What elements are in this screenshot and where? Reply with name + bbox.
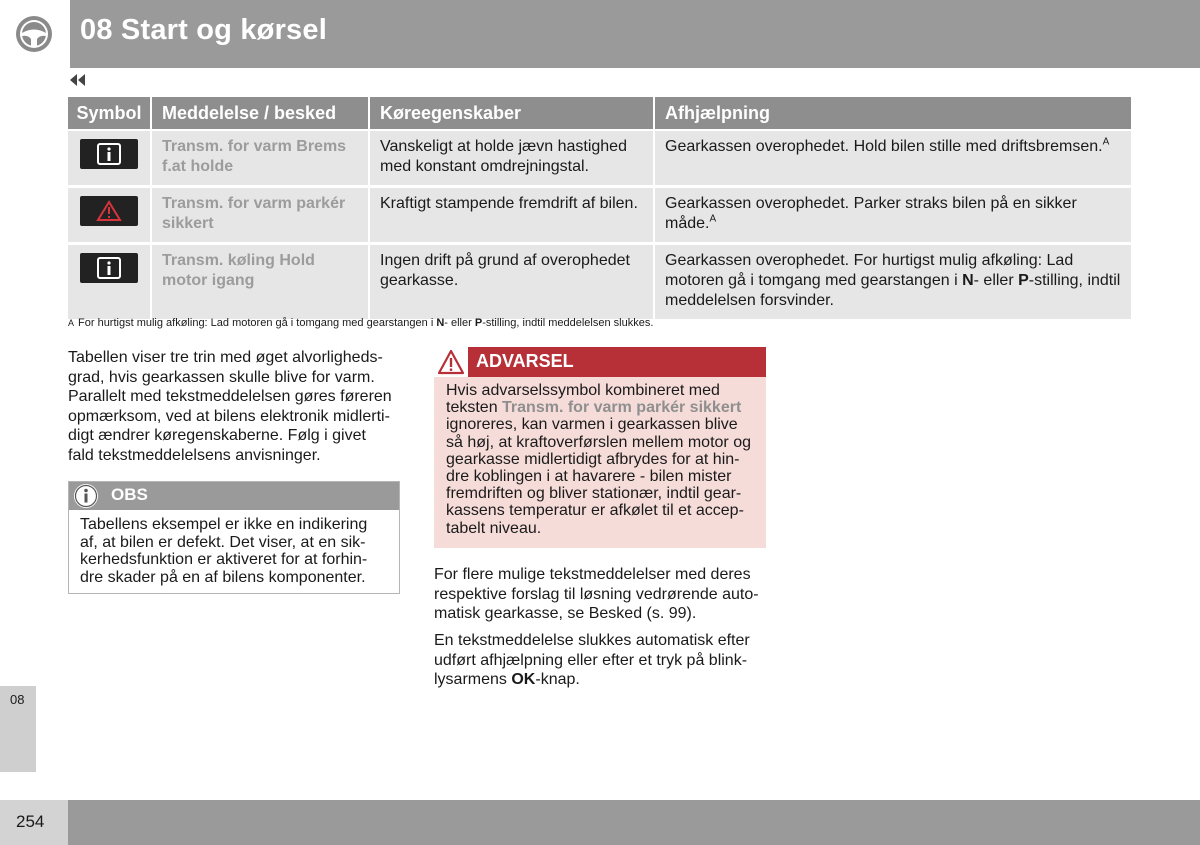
footnote-text: -stilling, indtil meddelelsen slukkes. bbox=[482, 317, 654, 329]
text-line: dre koblingen i at havarere - bilen mister bbox=[446, 468, 732, 486]
message-cell: Transm. for varm parkér sikkert bbox=[151, 187, 369, 244]
remedy-cell bbox=[654, 187, 1131, 244]
text-line: Tabellen viser tre trin med øget alvorligheds- bbox=[68, 349, 383, 366]
intro-paragraph bbox=[68, 348, 408, 465]
symbol-cell bbox=[68, 130, 151, 187]
info-symbol-icon bbox=[80, 139, 138, 169]
page-footer bbox=[0, 800, 1200, 845]
behaviour-cell: Kraftigt stampende fremdrift af bilen. bbox=[369, 187, 654, 244]
obs-header bbox=[69, 482, 399, 510]
remedy-text: - eller bbox=[973, 272, 1019, 289]
obs-note-box bbox=[68, 481, 400, 594]
header-logo-area bbox=[0, 0, 68, 68]
table-row bbox=[68, 187, 1131, 244]
footnote-ref: A bbox=[709, 213, 717, 225]
ok-button-label: OK bbox=[511, 671, 536, 688]
text-line: fremdriften og bliver stationær, indtil gear- bbox=[446, 485, 742, 503]
footer-page-area bbox=[0, 800, 68, 845]
remedy-text: Gearkassen overophedet. Parker straks bilen på en sikker måde. bbox=[665, 195, 1077, 232]
gear-p: P bbox=[1018, 272, 1029, 289]
header-remedy: Afhjælpning bbox=[654, 97, 1131, 130]
gear-n: N bbox=[436, 317, 445, 329]
text-line: ignoreres, kan varmen i gearkassen blive bbox=[446, 416, 738, 434]
symbol-cell bbox=[68, 187, 151, 244]
text-line bbox=[434, 670, 779, 690]
header-behaviour: Køreegenskaber bbox=[369, 97, 654, 130]
warning-triangle-icon bbox=[437, 349, 465, 375]
info-symbol-icon bbox=[80, 253, 138, 283]
chapter-side-tab-label: 08 bbox=[10, 692, 25, 707]
text-span: lysarmens bbox=[434, 671, 512, 688]
page-number: 254 bbox=[16, 812, 45, 831]
text-line: digt ændrer køregenskaberne. Følg i givet bbox=[68, 427, 366, 444]
text-line: Hvis advarselssymbol kombineret med bbox=[446, 382, 720, 399]
table-footnote bbox=[68, 317, 653, 329]
warning-header bbox=[434, 347, 766, 377]
warning-triangle-icon bbox=[80, 196, 138, 226]
text-line: En tekstmeddelelse slukkes automatisk efter bbox=[434, 632, 750, 649]
gear-p: P bbox=[474, 317, 483, 329]
header-message: Meddelelse / besked bbox=[151, 97, 369, 130]
footnote-mark: A bbox=[68, 318, 75, 328]
text-line: respektive forslag til løsning vedrørende auto- bbox=[434, 585, 759, 603]
double-chevron-left-icon[interactable] bbox=[68, 72, 88, 88]
warning-text bbox=[446, 382, 758, 537]
footnote-text: - eller bbox=[444, 317, 475, 329]
remedy-text: -stilling, indtil meddelelsen forsvinder. bbox=[665, 272, 1121, 309]
table-row bbox=[68, 244, 1131, 321]
text-line: Tabellens eksempel er ikke en indikering bbox=[80, 516, 368, 533]
message-off-paragraph bbox=[434, 631, 779, 690]
obs-text bbox=[80, 516, 392, 586]
warning-box bbox=[434, 347, 766, 548]
message-cell: Transm. for varm Brems f.at holde bbox=[151, 130, 369, 187]
highlighted-message: Transm. for varm parkér sikkert bbox=[502, 399, 742, 417]
text-span: teksten bbox=[446, 399, 503, 417]
chapter-side-tab[interactable] bbox=[0, 686, 36, 772]
text-line: af, at bilen er defekt. Det viser, at en sik- bbox=[80, 533, 366, 551]
footnote-text: For hurtigst mulig afkøling: Lad motoren gå i tomgang med gearstangen i bbox=[78, 317, 437, 329]
symbol-cell bbox=[68, 244, 151, 321]
text-line: grad, hvis gearkassen skulle blive for varm. bbox=[68, 368, 375, 386]
message-cell: Transm. køling Hold motor igang bbox=[151, 244, 369, 321]
text-line bbox=[446, 399, 758, 416]
chapter-title: 08 Start og kørsel bbox=[80, 14, 327, 46]
chapter-header bbox=[0, 0, 1200, 68]
text-line: så høj, at kraftoverførslen mellem motor og bbox=[446, 433, 751, 451]
remedy-text: Gearkassen overophedet. Hold bilen stille med driftsbremsen. bbox=[665, 138, 1103, 155]
text-line: kerhedsfunktion er aktiveret for at forhin- bbox=[80, 551, 368, 568]
more-messages-paragraph bbox=[434, 565, 779, 624]
footnote-ref: A bbox=[1102, 136, 1110, 148]
remedy-cell bbox=[654, 244, 1131, 321]
behaviour-cell: Vanskeligt at holde jævn hastighed med konstant omdrejningstal. bbox=[369, 130, 654, 187]
header-symbol: Symbol bbox=[68, 97, 151, 130]
text-line: dre skader på en af bilens komponenter. bbox=[80, 568, 366, 586]
text-line: matisk gearkasse, se Besked (s. 99). bbox=[434, 605, 697, 622]
text-line: opmærksom, ved at bilens elektronik midlerti- bbox=[68, 407, 390, 425]
text-line: tabelt niveau. bbox=[446, 519, 542, 537]
info-circle-icon bbox=[73, 483, 99, 509]
text-span: -knap. bbox=[535, 671, 580, 688]
table-header-row bbox=[68, 97, 1131, 130]
text-line: For flere mulige tekstmeddelelser med deres bbox=[434, 566, 751, 583]
obs-title: OBS bbox=[111, 485, 148, 504]
text-line: gearkasse midlertidigt afbrydes for at hin- bbox=[446, 450, 740, 468]
steering-wheel-icon bbox=[14, 14, 54, 54]
table-row bbox=[68, 130, 1131, 187]
text-line: fald tekstmeddelelsens anvisninger. bbox=[68, 446, 321, 464]
warning-icon-area bbox=[434, 347, 468, 377]
text-line: udført afhjælpning eller efter et tryk på blink- bbox=[434, 651, 748, 669]
text-line: Parallelt med tekstmeddelelsen gøres føreren bbox=[68, 388, 392, 405]
message-table bbox=[68, 97, 1131, 322]
header-divider bbox=[68, 0, 70, 68]
warning-title: ADVARSEL bbox=[476, 351, 574, 371]
gear-n: N bbox=[962, 272, 974, 289]
remedy-cell bbox=[654, 130, 1131, 187]
behaviour-cell: Ingen drift på grund af overophedet gearkasse. bbox=[369, 244, 654, 321]
remedy-text: Gearkassen overophedet. For hurtigst mulig afkøling: Lad motoren gå i tomgang med gearstangen i bbox=[665, 252, 1074, 289]
text-line: kassens temperatur er afkølet til et accep- bbox=[446, 502, 744, 520]
